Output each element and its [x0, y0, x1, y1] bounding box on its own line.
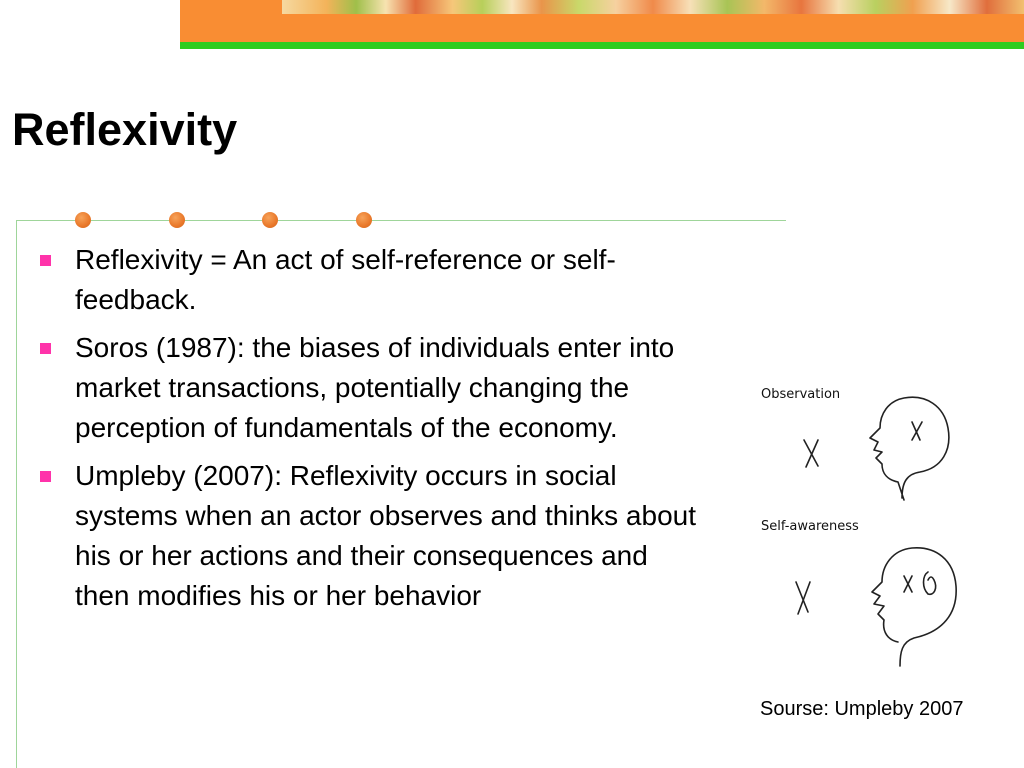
- decorative-dot: [356, 212, 372, 228]
- divider-horizontal: [16, 220, 786, 221]
- banner-green-line: [180, 42, 1024, 49]
- bullet-square-icon: [40, 255, 51, 266]
- banner-orange-band: [180, 14, 1024, 42]
- bullet-square-icon: [40, 471, 51, 482]
- source-caption: Sourse: Umpleby 2007: [760, 698, 964, 720]
- bullet-text: Reflexivity occurs in social systems when an actor observes and thinks about his or her actions and their consequences and then modifies his or her behavior: [75, 460, 697, 611]
- bullet-text: Reflexivity = An act of self-reference or self-feedback.: [75, 244, 616, 315]
- bullet-square-icon: [40, 343, 51, 354]
- bullet-text: the biases of individuals enter into market transactions, potentially changing the perception of fundamentals of the economy.: [75, 332, 675, 443]
- decorative-dot: [169, 212, 185, 228]
- figure-label-observation: Observation: [761, 387, 841, 402]
- head-profile-icon: [870, 397, 949, 500]
- top-banner: [180, 0, 1024, 50]
- slide-title: Reflexivity: [12, 104, 238, 155]
- head-profile-icon: [872, 548, 956, 666]
- bullet-lead: Soros (1987):: [75, 332, 245, 363]
- observed-x-icon: [796, 582, 810, 614]
- decorative-dot: [75, 212, 91, 228]
- bullet-item: [36, 328, 706, 448]
- banner-orange-corner: [180, 0, 282, 14]
- bullet-item: [36, 456, 706, 616]
- decorative-dot: [262, 212, 278, 228]
- bullet-item: [36, 240, 706, 320]
- figure-label-self-awareness: Self-awareness: [761, 519, 859, 534]
- divider-vertical: [16, 220, 17, 768]
- bullet-lead: Umpleby (2007):: [75, 460, 282, 491]
- reflexivity-illustration: [752, 370, 1014, 670]
- bullet-list: [36, 240, 706, 624]
- observed-x-icon: [804, 440, 818, 467]
- banner-image-strip: [282, 0, 1024, 14]
